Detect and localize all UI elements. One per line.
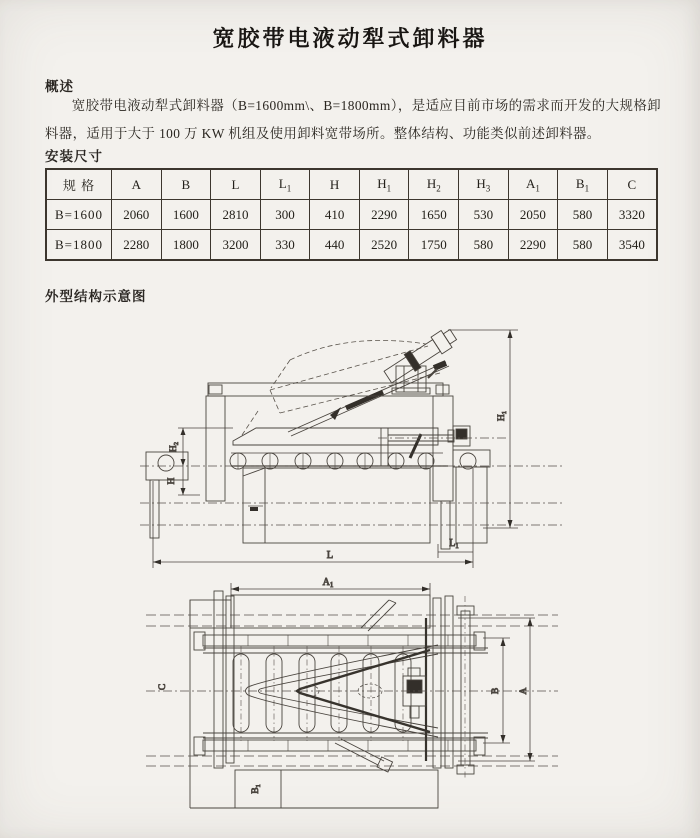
dim-label-h1: $H_1$ [497, 410, 508, 422]
table-cell: B=1800 [46, 230, 112, 261]
table-cell: 1800 [161, 230, 211, 261]
table-cell: 440 [310, 230, 360, 261]
table-row [46, 200, 657, 230]
table-header-cell: $L_1$ [260, 169, 310, 200]
hydraulic-rod [288, 362, 449, 436]
table-cell: 3540 [607, 230, 657, 261]
install-dimensions-heading: 安装尺寸 [45, 149, 103, 164]
table-cell: 1600 [161, 200, 211, 230]
table-header-cell: B [161, 169, 211, 200]
table-header-cell: H [310, 169, 360, 200]
table-cell: 580 [558, 200, 608, 230]
table-body [46, 200, 657, 261]
table-header-cell: $B_1$ [558, 169, 608, 200]
table-cell: 2290 [359, 200, 409, 230]
table-row [46, 230, 657, 261]
belt-rollers [230, 453, 434, 469]
table-cell: 580 [459, 230, 509, 261]
overview-paragraph: 宽胶带电液动犁式卸料器（B=1600mm\、B=1800mm），是适应目前市场的需求而开发的大规格卸料器，适用于大于 100 万 KW 机组及使用卸料宽带场所。整体结构、功能类似前述卸料器。 [45, 98, 661, 141]
table-header-cell: $H_2$ [409, 169, 459, 200]
table-cell: 3200 [211, 230, 261, 261]
table-cell: 330 [260, 230, 310, 261]
dim-label-l: L [326, 550, 334, 561]
side-view-drawing [140, 326, 563, 568]
table-cell: 300 [260, 200, 310, 230]
dim-label-h: H [167, 477, 177, 485]
dim-label-b: B [491, 687, 501, 695]
table-cell: 580 [558, 230, 608, 261]
dim-label-a: A [519, 687, 529, 695]
table-cell: 3320 [607, 200, 657, 230]
page-title: 宽胶带电液动犁式卸料器 [212, 26, 488, 51]
table-cell: 530 [459, 200, 509, 230]
gearbox [403, 668, 426, 718]
dim-label-b1: $B_1$ [251, 784, 262, 794]
table-cell: 2520 [359, 230, 409, 261]
table-cell: 1750 [409, 230, 459, 261]
table-header-cell: A [112, 169, 162, 200]
table-header-row [46, 169, 657, 200]
structure-diagram-svg [138, 316, 583, 834]
table-cell: 2060 [112, 200, 162, 230]
dim-label-l1: $L_1$ [449, 538, 459, 550]
dim-label-h2: $H_2$ [169, 441, 180, 453]
table-cell: 2810 [211, 200, 261, 230]
right-support-bracket [453, 450, 490, 543]
table-cell: 1650 [409, 200, 459, 230]
structure-diagram-heading: 外型结构示意图 [45, 289, 147, 304]
table-header-cell: $H_3$ [459, 169, 509, 200]
table-cell: 2290 [508, 230, 558, 261]
table-cell: 2050 [508, 200, 558, 230]
table-cell: 2280 [112, 230, 162, 261]
table-header-cell: $A_1$ [508, 169, 558, 200]
top-view-covers [190, 595, 438, 808]
table-header-cell: L [211, 169, 261, 200]
dim-label-c: C [158, 683, 168, 691]
dim-l [153, 468, 473, 568]
table-header-cell: C [607, 169, 657, 200]
table-cell: B=1600 [46, 200, 112, 230]
side-centerlines [140, 438, 563, 525]
overview-heading: 概述 [45, 79, 74, 94]
side-chute [243, 468, 430, 543]
table-cell: 410 [310, 200, 360, 230]
structure-diagram [138, 316, 583, 834]
dim-label-a1: $A_1$ [322, 577, 334, 589]
dimensions-table [45, 168, 658, 261]
table-header-cell: $H_1$ [359, 169, 409, 200]
electro-hydraulic-pusher [382, 326, 458, 394]
table-header-cell: 规 格 [46, 169, 112, 200]
top-view-drawing [146, 577, 558, 808]
